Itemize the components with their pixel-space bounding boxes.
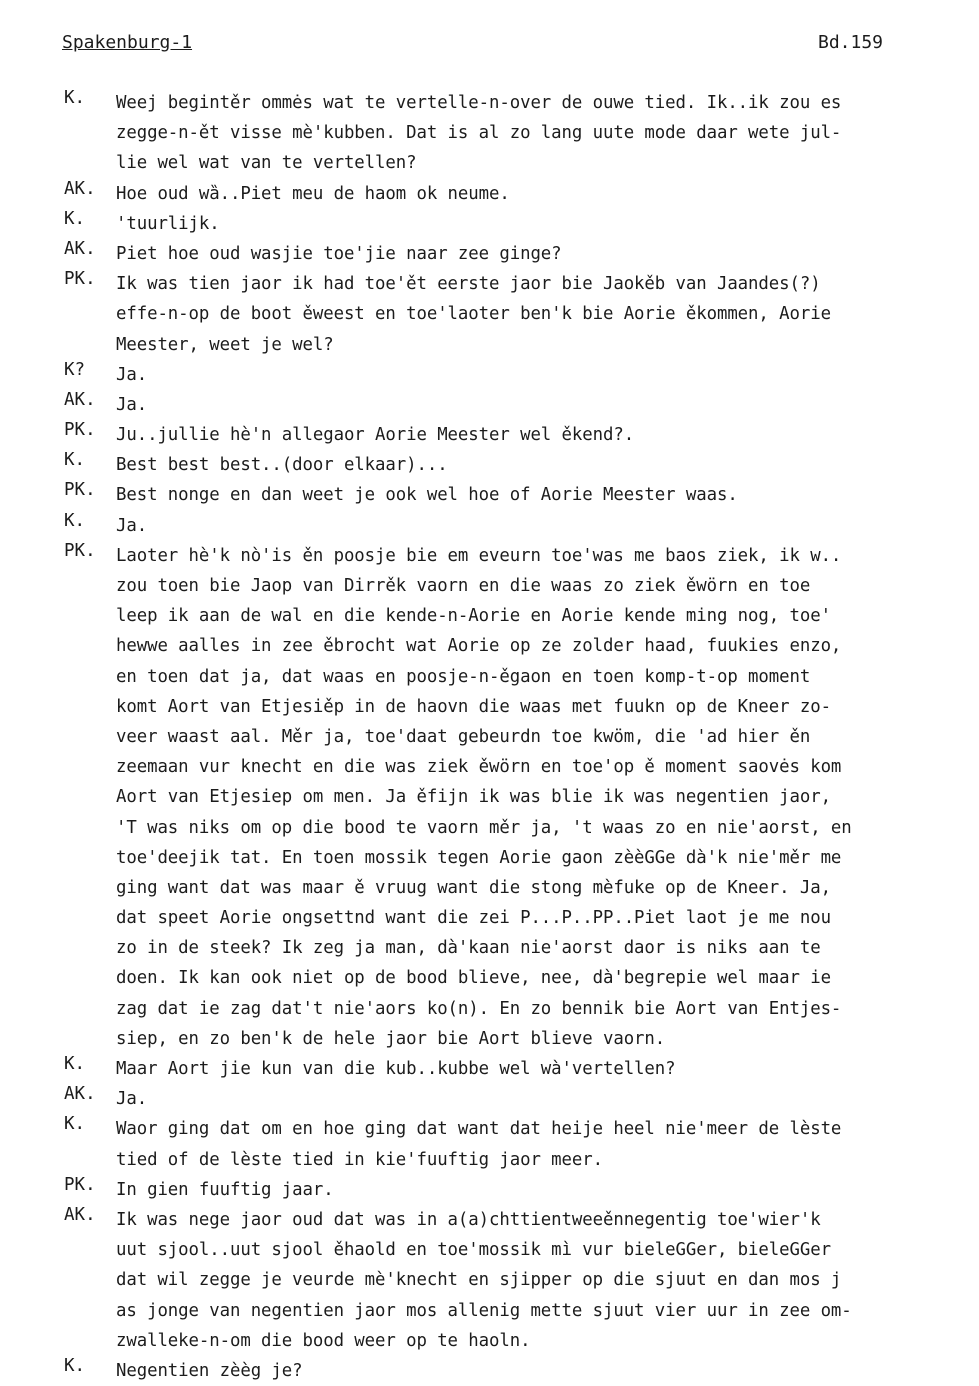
utterance-line: Maar Aort jie kun van die kub..kubbe wel wà'vertellen? — [116, 1059, 676, 1079]
speaker-turn — [0, 1084, 979, 1114]
document-title: Spakenburg-1 — [62, 32, 193, 53]
utterance-line: dat speet Aorie ongsettnd want die zei P...P..PP..Piet laot je me nou — [116, 908, 831, 929]
utterance-line: zeemaan vur knecht en die was ziek ěwörn en toe'op ě moment saovės kom — [116, 757, 842, 778]
utterance-line: toe'deejik tat. En toen mossik tegen Aorie gaon zèèGGe dà'k nie'měr me — [116, 847, 842, 868]
speaker-turn — [0, 541, 979, 1054]
speaker-turn — [0, 239, 979, 269]
page-reference: Bd.159 — [818, 32, 884, 53]
utterance-line: Negentien zèèg je? — [116, 1360, 303, 1381]
utterance-line: tied of de lèste tied in kie'fuuftig jaor meer. — [116, 1149, 603, 1170]
speaker-label: K. — [64, 208, 86, 229]
utterance-line: Laoter hè'k nò'is ěn poosje bie em eveurn toe'was me baos ziek, ik w.. — [116, 545, 842, 566]
speaker-turn — [0, 88, 979, 179]
utterance-line: Ja. — [116, 364, 148, 385]
speaker-turn — [0, 450, 979, 480]
utterance-line: komt Aort van Etjesiěp in de haovn die waas met fuukn op de Kneer zo- — [116, 696, 831, 717]
utterance-line: Best nonge en dan weet je ook wel hoe of Aorie Meester waas. — [116, 485, 738, 506]
speaker-turn — [0, 1205, 979, 1356]
utterance-line: Ja. — [116, 394, 148, 415]
utterance-line: Best best best..(door elkaar)... — [116, 455, 448, 476]
speaker-turn — [0, 480, 979, 510]
utterance-line: Ju..jullie hè'n allegaor Aorie Meester wel ěkend?. — [116, 425, 635, 446]
utterance-line: Meester, weet je wel? — [116, 334, 334, 355]
speaker-label: PK. — [64, 420, 96, 441]
speaker-label: AK. — [64, 178, 96, 199]
utterance-line: veer waast aal. Měr ja, toe'daat gebeurdn toe kwöm, die 'ad hier ěn — [116, 726, 811, 747]
utterance-line: Ik was nege jaor oud dat was in a(a)chttientweeěnnegentig toe'wier'k — [116, 1209, 821, 1230]
speaker-turn — [0, 511, 979, 541]
speaker-label: AK. — [64, 238, 96, 259]
utterance-line: zwalleke-n-om die bood weer op te haoln. — [116, 1330, 531, 1351]
speaker-turn — [0, 1054, 979, 1084]
utterance-line: zag dat ie zag dat't nie'aors ko(n). En zo bennik bie Aort van Entjes- — [116, 998, 842, 1019]
speaker-turn — [0, 420, 979, 450]
utterance-line: Weej begintěr ommės wat te vertelle-n-over de ouwe tied. Ik..ik zou es — [116, 93, 842, 113]
speaker-turn — [0, 360, 979, 390]
speaker-label: K. — [64, 88, 86, 108]
speaker-label: K. — [64, 1114, 86, 1135]
utterance-line: Ik was tien jaor ik had toe'ět eerste jaor bie Jaokěb van Jaandes(?) — [116, 274, 821, 295]
speaker-label: PK. — [64, 269, 96, 290]
utterance-line: siep, en zo ben'k de hele jaor bie Aort blieve vaorn. — [116, 1028, 666, 1049]
utterance-line: uut sjool..uut sjool ěhaold en toe'mossik mì vur bieleGGer, bieleGGer — [116, 1240, 831, 1261]
utterance-line: doen. Ik kan ook niet op de bood blieve, nee, dà'begrepie wel maar ie — [116, 968, 831, 989]
speaker-label: K? — [64, 359, 86, 380]
speaker-turn — [0, 1356, 979, 1386]
speaker-label: K. — [64, 1355, 86, 1376]
utterance-line: Aort van Etjesiep om men. Ja ěfijn ik was blie ik was negentien jaor, — [116, 787, 831, 808]
speaker-turn — [0, 390, 979, 420]
speaker-turn — [0, 1114, 979, 1174]
speaker-label: K. — [64, 1054, 86, 1074]
speaker-label: K. — [64, 450, 86, 471]
utterance-line: effe-n-op de boot ěweest en toe'laoter ben'k bie Aorie ěkommen, Aorie — [116, 304, 831, 325]
utterance-line: Hoe oud wȁ..Piet meu de haom ok neume. — [116, 183, 510, 204]
utterance-line: zo in de steek? Ik zeg ja man, dà'kaan nie'aorst daor is niks aan te — [116, 938, 821, 959]
speaker-turn — [0, 1175, 979, 1205]
utterance-line: dat wil zegge je veurde mè'knecht en sjipper op die sjuut en dan mos j — [116, 1270, 842, 1291]
speaker-label: AK. — [64, 389, 96, 410]
utterance-line: 'T was niks om op die bood te vaorn měr ja, 't waas zo en nie'aorst, en — [116, 817, 852, 838]
utterance-line: Ja. — [116, 1089, 148, 1110]
utterance-line: en toen dat ja, dat waas en poosje-n-ěgaon en toen komp-t-op moment — [116, 666, 811, 687]
speaker-label: AK. — [64, 1084, 96, 1105]
speaker-turn — [0, 209, 979, 239]
utterance-line: Ja. — [116, 515, 148, 536]
utterance-line: hewwe aalles in zee ěbrocht wat Aorie op ze zolder haad, fuukies enzo, — [116, 636, 842, 657]
speaker-label: PK. — [64, 480, 96, 501]
speaker-label: PK. — [64, 540, 96, 561]
utterance-line: leep ik aan de wal en die kende-n-Aorie en Aorie kende ming nog, toe' — [116, 606, 831, 627]
transcript-body — [0, 88, 979, 1386]
utterance-line: lie wel wat van te vertellen? — [116, 153, 417, 174]
speaker-label: PK. — [64, 1174, 96, 1195]
utterance-line: zegge-n-ět visse mè'kubben. Dat is al zo lang uute mode daar wete jul- — [116, 123, 842, 144]
utterance-line: ging want dat was maar ě vruug want die stong mèfuke op de Kneer. Ja, — [116, 877, 831, 898]
utterance-line: 'tuurlijk. — [116, 213, 220, 234]
utterance-line: as jonge van negentien jaor mos allenig mette sjuut vier uur in zee om- — [116, 1300, 852, 1321]
utterance-line: In gien fuuftig jaar. — [116, 1179, 334, 1200]
speaker-label: K. — [64, 510, 86, 531]
speaker-label: AK. — [64, 1204, 96, 1225]
utterance-line: Waor ging dat om en hoe ging dat want dat heije heel nie'meer de lèste — [116, 1119, 842, 1140]
utterance-line: Piet hoe oud wasjie toe'jie naar zee ginge? — [116, 243, 562, 264]
speaker-turn — [0, 269, 979, 360]
speaker-turn — [0, 179, 979, 209]
utterance-line: zou toen bie Jaop van Dirrěk vaorn en die waas zo ziek ěwörn en toe — [116, 576, 811, 596]
